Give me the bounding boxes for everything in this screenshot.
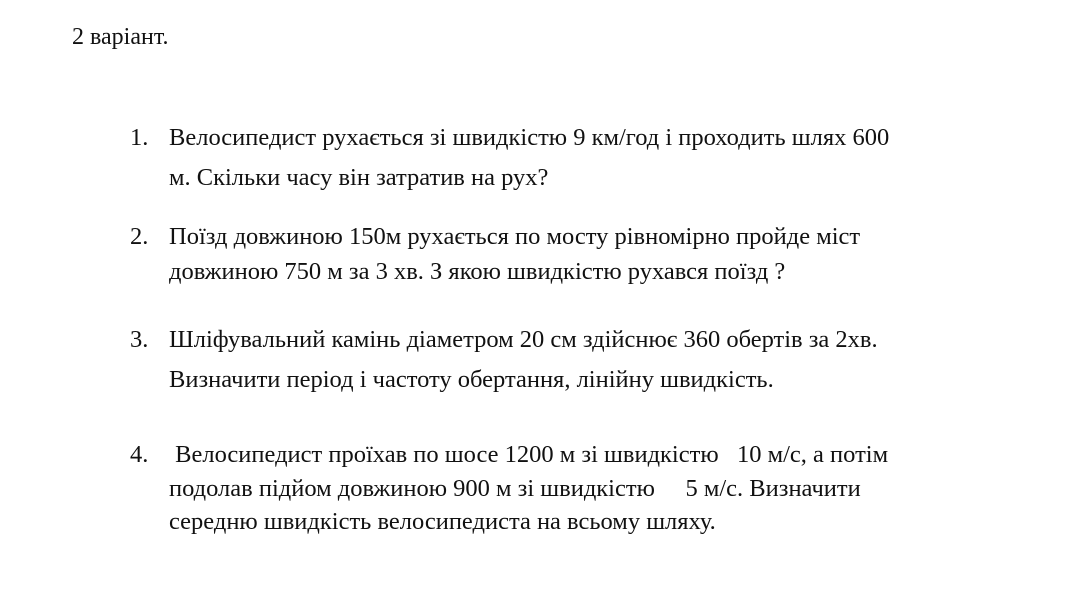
- task-line: Велосипедист рухається зі швидкістю 9 км/год і проходить шлях 600: [169, 124, 890, 151]
- task-line: середню швидкість велосипедиста на всьому шляху.: [169, 508, 716, 535]
- task-line: Визначити період і частоту обертання, лінійну швидкість.: [169, 366, 774, 393]
- task-number: 4.: [130, 441, 149, 468]
- task-number: 2.: [130, 223, 149, 250]
- task-line: Велосипедист проїхав по шосе 1200 м зі швидкістю 10 м/с, а потім: [169, 441, 889, 468]
- task-line: м. Скільки часу він затратив на рух?: [169, 164, 549, 191]
- task-number: 1.: [130, 124, 149, 151]
- task-line: подолав підйом довжиною 900 м зі швидкістю 5 м/с. Визначити: [169, 475, 861, 502]
- task-line: Поїзд довжиною 150м рухається по мосту рівномірно пройде міст: [169, 223, 861, 250]
- task-line: довжиною 750 м за 3 хв. З якою швидкістю рухався поїзд ?: [169, 258, 786, 285]
- variant-heading: 2 варіант.: [72, 24, 169, 50]
- task-line: Шліфувальний камінь діаметром 20 см здійснює 360 обертів за 2хв.: [169, 326, 878, 353]
- task-number: 3.: [130, 326, 149, 353]
